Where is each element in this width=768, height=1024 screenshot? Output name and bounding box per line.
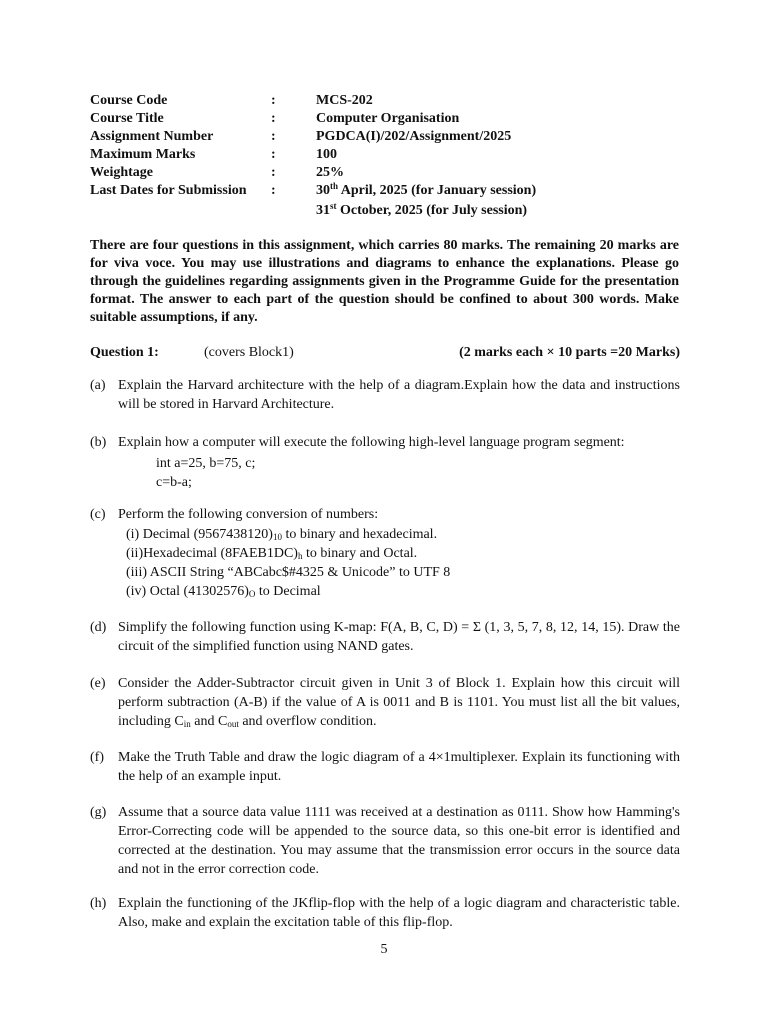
assignment-number-label: Assignment Number — [90, 129, 214, 144]
july-session-date: 31st October, 2025 (for July session) — [316, 201, 528, 218]
question-coverage: (covers Block1) — [204, 345, 294, 360]
course-code-label: Course Code — [90, 93, 168, 108]
question-part-a — [90, 376, 680, 414]
question-marks: (2 marks each × 10 parts =20 Marks) — [459, 345, 680, 360]
question-part-c — [90, 505, 680, 601]
part-label: (c) — [90, 507, 106, 522]
course-info-table — [90, 92, 690, 222]
conversion-item: (ii)Hexadecimal $(8FAEB1DC)_h$ to binary and Octal. — [126, 546, 418, 561]
colon: : — [271, 165, 276, 180]
colon: : — [271, 129, 276, 144]
question-part-f — [90, 748, 680, 786]
assignment-number-value: PGDCA(I)/202/Assignment/2025 — [316, 129, 512, 144]
part-label: (h) — [90, 896, 107, 911]
weightage-value: 25% — [316, 165, 344, 180]
colon: : — [271, 147, 276, 162]
course-title-label: Course Title — [90, 111, 164, 126]
submission-date-row — [90, 182, 690, 200]
conversion-list — [126, 525, 680, 601]
maximum-marks-label: Maximum Marks — [90, 147, 196, 162]
course-code-row — [90, 92, 690, 110]
colon: : — [271, 111, 276, 126]
part-label: (d) — [90, 620, 107, 635]
question-part-e — [90, 674, 680, 731]
colon: : — [271, 93, 276, 108]
part-label: (g) — [90, 805, 107, 820]
code-line: int a=25, b=75, c; — [156, 456, 256, 471]
part-label: (b) — [90, 435, 107, 450]
colon: : — [271, 183, 276, 198]
submission-date-row-2 — [90, 200, 690, 222]
code-line: c=b-a; — [156, 475, 192, 490]
weightage-label: Weightage — [90, 165, 153, 180]
part-text: Explain how a computer will execute the following high-level language program segment: — [118, 435, 625, 450]
question-part-b — [90, 433, 680, 492]
question-header — [90, 344, 680, 362]
maximum-marks-value: 100 — [316, 147, 337, 162]
part-text: Explain the Harvard architecture with the help of a diagram.Explain how the data and instructions will be stored in Harvard Architecture. — [118, 378, 680, 412]
code-segment — [156, 454, 680, 492]
part-text: Make the Truth Table and draw the logic diagram of a 4×1multiplexer. Explain its functioning with the help of an example input. — [118, 750, 680, 784]
maximum-marks-row — [90, 146, 690, 164]
question-part-h — [90, 894, 680, 932]
submission-label: Last Dates for Submission — [90, 183, 247, 198]
conversion-item: (i) Decimal $(9567438120)_{10}$ to binary and hexadecimal. — [126, 527, 438, 542]
part-label: (f) — [90, 750, 104, 765]
part-text: Assume that a source data value 1111 was received at a destination as 0111. Show how Hamming's Error-Correcting code will be appended to the source data, so this one-bit error is identified and corrected at the destination. You may assume that the transmission error occurs in the source data and not in the error correction code. — [118, 805, 680, 877]
assignment-number-row — [90, 128, 690, 146]
part-label: (e) — [90, 676, 106, 691]
course-title-row — [90, 110, 690, 128]
weightage-row — [90, 164, 690, 182]
part-text: Perform the following conversion of numbers: — [118, 507, 379, 522]
question-title: Question 1: — [90, 345, 159, 360]
course-title-value: Computer Organisation — [316, 111, 460, 126]
conversion-item: (iv) Octal $(41302576)_O$ to Decimal — [126, 584, 321, 599]
part-text: Simplify the following function using K-map: F(A, B, C, D) = Σ (1, 3, 5, 7, 8, 12, 14, 15). Draw the circuit of the simplified function using NAND gates. — [118, 620, 680, 654]
conversion-item: (iii) ASCII String “ABCabc$#4325 & Unicode” to UTF 8 — [126, 565, 451, 580]
page-number: 5 — [380, 942, 388, 957]
part-text: Consider the Adder-Subtractor circuit given in Unit 3 of Block 1. Explain how this circuit will perform subtraction (A-B) if the value of A is 0011 and B is 1101. You must list all the bit values, including $C_{in}$ and $C_{out}$ and overflow condition. — [118, 676, 680, 729]
part-text: Explain the functioning of the JKflip-flop with the help of a logic diagram and characteristic table. Also, make and explain the excitation table of this flip-flop. — [118, 896, 680, 930]
january-session-date: 30th April, 2025 (for January session) — [316, 181, 537, 198]
course-code-value: MCS-202 — [316, 93, 373, 108]
question-part-g — [90, 803, 680, 879]
part-label: (a) — [90, 378, 106, 393]
question-part-d — [90, 618, 680, 656]
assignment-instructions: There are four questions in this assignment, which carries 80 marks. The remaining 20 marks are for viva voce. You may use illustrations and diagrams to enhance the explanations. Please go through the guidelines regarding assignments given in the Programme Guide for the presentation format. The answer to each part of the question should be confined to about 300 words. Make suitable assumptions, if any. — [90, 238, 679, 325]
